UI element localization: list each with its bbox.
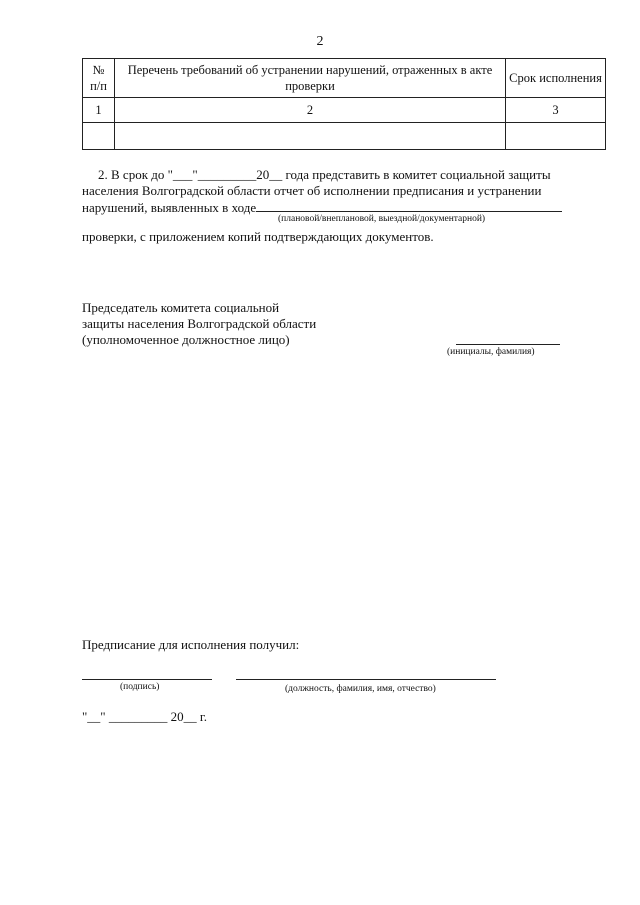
clause2-line1: 2. В срок до "___"_________20__ года представить в комитет социальной защиты [98, 167, 551, 182]
receipt-signature-line[interactable] [82, 679, 212, 680]
requirements-table [82, 58, 606, 150]
table-cell [115, 123, 506, 150]
page-number: 2 [316, 34, 324, 49]
receipt-name-line[interactable] [236, 679, 496, 680]
signatory-sign-hint: (инициалы, фамилия) [447, 347, 535, 357]
table-cell [83, 123, 115, 150]
clause2-line3-prefix: нарушений, выявленных в ходе [82, 200, 257, 215]
receipt-name-hint: (должность, фамилия, имя, отчество) [285, 684, 436, 694]
check-type-field[interactable] [256, 199, 562, 212]
table-cell: 2 [115, 98, 506, 123]
receipt-signature-hint: (подпись) [120, 682, 160, 692]
table-cell: 3 [506, 98, 606, 123]
table-cell: 1 [83, 98, 115, 123]
signatory-line1: Председатель комитета социальной [82, 300, 280, 315]
header-number: № п/п [83, 59, 115, 98]
clause2-line2: населения Волгоградской области отчет об исполнении предписания и устранении [82, 183, 542, 198]
signatory-signature-line[interactable] [456, 344, 560, 345]
check-type-hint: (плановой/внеплановой, выездной/документарной) [278, 214, 486, 224]
receipt-date-line: "__" _________ 20__ г. [82, 709, 207, 724]
table-header-row [83, 59, 606, 98]
signatory-line2: защиты населения Волгоградской области [82, 316, 317, 331]
header-deadline: Срок исполнения [506, 59, 606, 98]
table-cell [506, 123, 606, 150]
receipt-title: Предписание для исполнения получил: [82, 637, 300, 652]
clause2-line4: проверки, с приложением копий подтверждающих документов. [82, 229, 434, 244]
table-row [83, 98, 606, 123]
table-row [83, 123, 606, 150]
signatory-line3: (уполномоченное должностное лицо) [82, 332, 290, 347]
header-requirements: Перечень требований об устранении нарушений, отраженных в акте проверки [115, 59, 506, 98]
